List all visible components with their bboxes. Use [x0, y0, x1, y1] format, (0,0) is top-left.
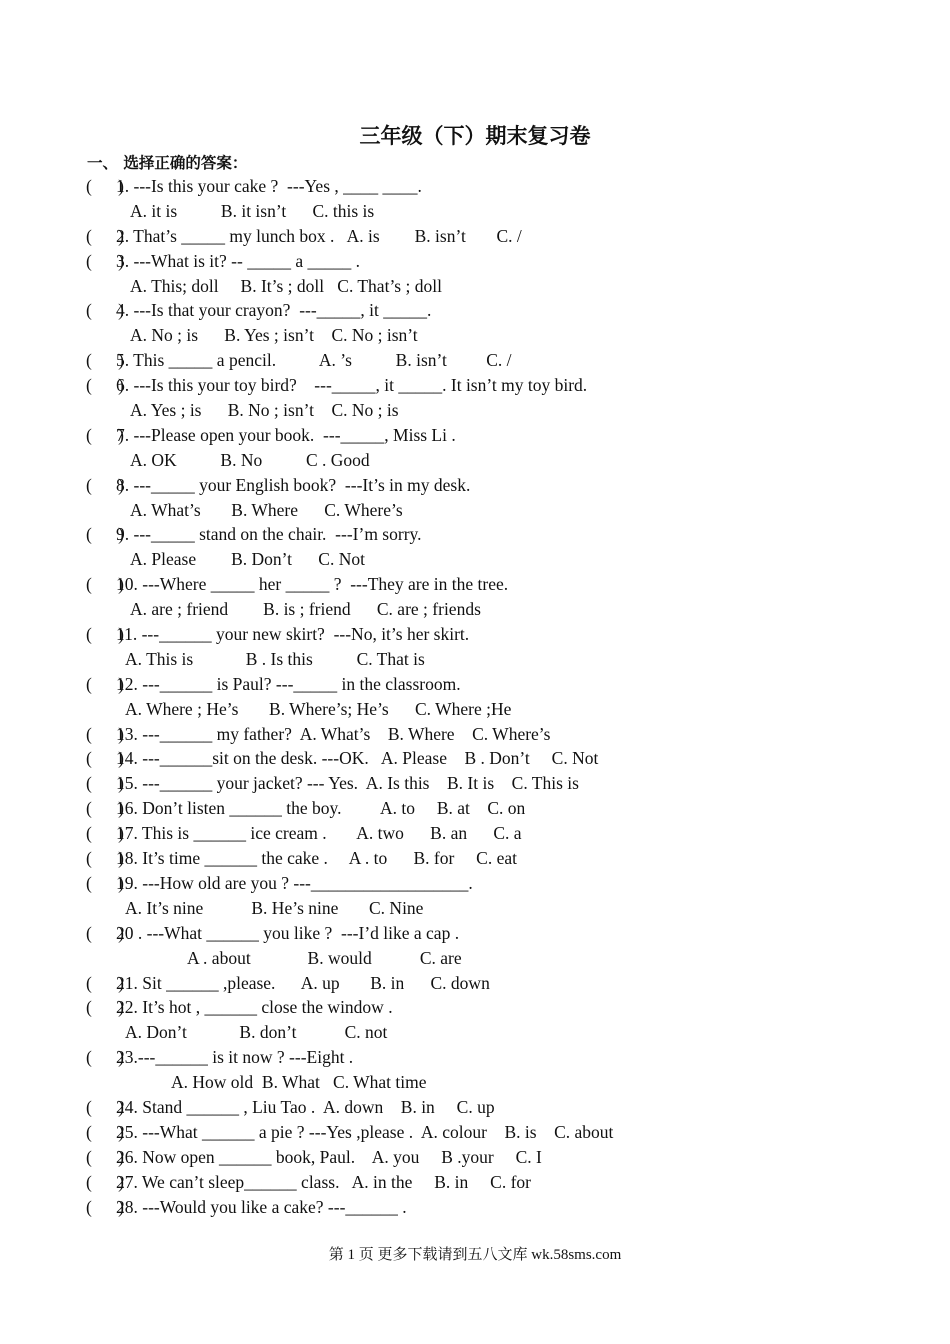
page-title: 三年级（下）期末复习卷 — [359, 123, 591, 148]
answer-blank: ( ) — [86, 250, 124, 271]
answer-blank: ( ) — [86, 225, 124, 246]
question-list — [86, 174, 916, 1219]
answer-blank: ( ) — [86, 1121, 124, 1142]
answer-options: A. This; doll B. It’s ; doll C. That’s ; doll — [130, 275, 442, 296]
question-text: 21. Sit ______ ,please. A. up B. in C. down — [116, 972, 490, 993]
question-line — [86, 224, 916, 249]
question-text: 16. Don’t listen ______ the boy. A. to B. at C. on — [116, 798, 526, 819]
question-text: 18. It’s time ______ the cake . A . to B. for C. eat — [116, 848, 517, 869]
answer-options: A. Please B. Don’t C. Not — [130, 549, 365, 570]
answer-blank: ( ) — [86, 1196, 124, 1217]
question-line — [86, 174, 916, 199]
question-text: 13. ---______ my father? A. What’s B. Where C. Where’s — [116, 723, 551, 744]
answer-blank: ( ) — [86, 350, 124, 371]
answer-options: A. This is B . Is this C. That is — [125, 648, 425, 669]
question-line — [86, 1095, 916, 1120]
question-text: 7. ---Please open your book. ---_____, Miss Li . — [116, 424, 456, 445]
question-line — [86, 249, 916, 274]
answer-options: A. What’s B. Where C. Where’s — [130, 499, 403, 520]
question-line — [86, 672, 916, 697]
answer-blank: ( ) — [86, 624, 124, 645]
question-text: 6. ---Is this your toy bird? ---_____, it _____. It isn’t my toy bird. — [116, 375, 588, 396]
answer-blank: ( ) — [86, 1047, 124, 1068]
question-line — [86, 821, 916, 846]
question-line — [86, 771, 916, 796]
question-text: 9. ---_____ stand on the chair. ---I’m sorry. — [116, 524, 422, 545]
question-line — [86, 522, 916, 547]
answer-blank: ( ) — [86, 723, 124, 744]
question-text: 28. ---Would you like a cake? ---______ . — [116, 1196, 407, 1217]
answer-blank: ( ) — [86, 574, 124, 595]
answer-blank: ( ) — [86, 524, 124, 545]
question-line — [86, 622, 916, 647]
answer-options: A. it is B. it isn’t C. this is — [130, 200, 375, 221]
answer-blank: ( ) — [86, 673, 124, 694]
question-text: 2. That’s _____ my lunch box . A. is B. isn’t C. / — [116, 225, 522, 246]
question-line — [86, 921, 916, 946]
question-line — [86, 846, 916, 871]
answer-blank: ( ) — [86, 176, 124, 196]
answer-options: A . about B. would C. are — [187, 947, 462, 968]
question-line — [86, 1170, 916, 1195]
answer-blank: ( ) — [86, 1096, 124, 1117]
answer-blank: ( ) — [86, 300, 124, 321]
answer-options: A. No ; is B. Yes ; isn’t C. No ; isn’t — [130, 325, 418, 346]
section-heading: 一、 选择正确的答案： — [87, 154, 248, 172]
question-line — [86, 1145, 916, 1170]
question-line — [86, 298, 916, 323]
answer-options: A. Don’t B. don’t C. not — [125, 1022, 388, 1043]
question-line — [86, 373, 916, 398]
question-text: 5. This _____ a pencil. A. ’s B. isn’t C. / — [116, 350, 512, 371]
answer-options: A. are ; friend B. is ; friend C. are ; friends — [130, 599, 481, 620]
answer-options: A. OK B. No C . Good — [130, 449, 370, 470]
answer-blank: ( ) — [86, 997, 124, 1018]
answer-blank: ( ) — [86, 424, 124, 445]
answer-blank: ( ) — [86, 773, 124, 794]
answer-blank: ( ) — [86, 798, 124, 819]
question-line — [86, 1120, 916, 1145]
answer-blank: ( ) — [86, 972, 124, 993]
answer-blank: ( ) — [86, 1171, 124, 1192]
question-text: 14. ---______sit on the desk. ---OK. A. Please B . Don’t C. Not — [116, 748, 599, 769]
question-text: 11. ---______ your new skirt? ---No, it’s her skirt. — [116, 624, 470, 645]
question-text: 4. ---Is that your crayon? ---_____, it _____. — [116, 300, 432, 321]
answer-blank: ( ) — [86, 474, 124, 495]
question-text: 10. ---Where _____ her _____ ? ---They are in the tree. — [116, 574, 509, 595]
question-text: 27. We can’t sleep______ class. A. in the B. in C. for — [116, 1171, 531, 1192]
question-line — [86, 423, 916, 448]
question-text: 24. Stand ______ , Liu Tao . A. down B. in C. up — [116, 1096, 495, 1117]
question-line — [86, 1045, 916, 1070]
question-line — [86, 473, 916, 498]
question-line — [86, 348, 916, 373]
question-line — [86, 796, 916, 821]
question-text: 20 . ---What ______ you like ? ---I’d like a cap . — [116, 922, 460, 943]
answer-blank: ( ) — [86, 848, 124, 869]
question-line — [86, 572, 916, 597]
question-text: 3. ---What is it? -- _____ a _____ . — [116, 250, 360, 271]
answer-blank: ( ) — [86, 823, 124, 844]
question-text: 1. ---Is this your cake ? ---Yes , ____ ____. — [116, 176, 422, 196]
answer-options: A. It’s nine B. He’s nine C. Nine — [125, 897, 424, 918]
question-text: 19. ---How old are you ? ---__________________. — [116, 872, 473, 893]
answer-blank: ( ) — [86, 872, 124, 893]
question-line — [86, 746, 916, 771]
answer-blank: ( ) — [86, 748, 124, 769]
question-text: 22. It’s hot , ______ close the window . — [116, 997, 393, 1018]
answer-blank: ( ) — [86, 1146, 124, 1167]
question-text: 23.---______ is it now ? ---Eight . — [116, 1047, 354, 1068]
question-text: 12. ---______ is Paul? ---_____ in the classroom. — [116, 673, 461, 694]
question-text: 15. ---______ your jacket? --- Yes. A. Is this B. It is C. This is — [116, 773, 579, 794]
answer-options: A. Where ; He’s B. Where’s; He’s C. Where ;He — [125, 698, 512, 719]
question-text: 26. Now open ______ book, Paul. A. you B .your C. I — [116, 1146, 542, 1167]
question-line — [86, 722, 916, 747]
question-line — [86, 971, 916, 996]
question-line — [86, 871, 916, 896]
answer-blank: ( ) — [86, 922, 124, 943]
answer-blank: ( ) — [86, 375, 124, 396]
page-footer: 第 1 页 更多下载请到五八文库 wk.58sms.com — [328, 1247, 622, 1263]
question-text: 8. ---_____ your English book? ---It’s in my desk. — [116, 474, 471, 495]
answer-options: A. How old B. What C. What time — [171, 1072, 427, 1093]
question-line — [86, 995, 916, 1020]
question-line — [86, 1195, 916, 1220]
question-text: 17. This is ______ ice cream . A. two B. an C. a — [116, 823, 522, 844]
answer-options: A. Yes ; is B. No ; isn’t C. No ; is — [130, 400, 399, 421]
question-text: 25. ---What ______ a pie ? ---Yes ,please . A. colour B. is C. about — [116, 1121, 614, 1142]
